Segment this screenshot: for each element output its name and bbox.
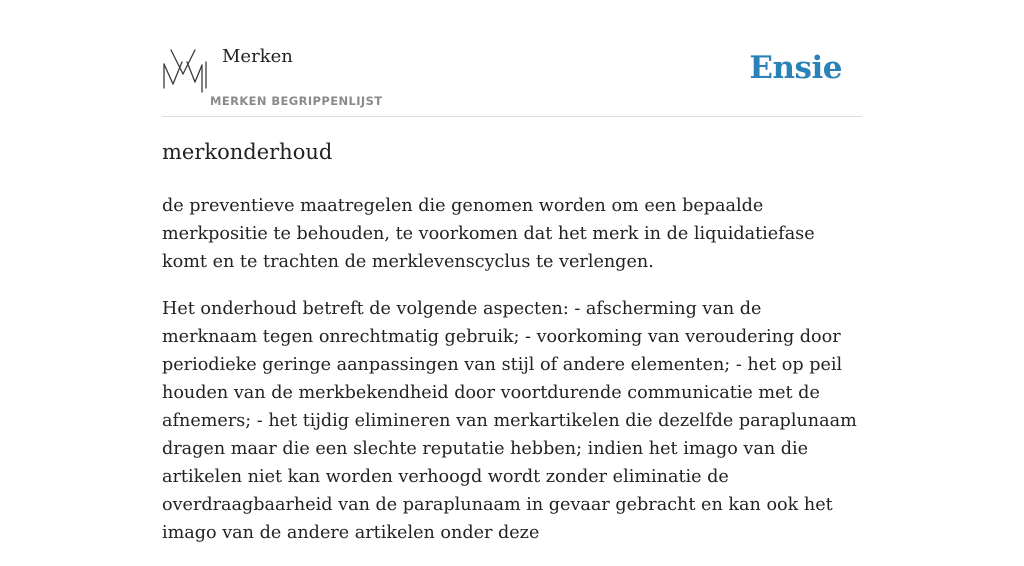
page: [162, 0, 862, 543]
site-subtitle[interactable]: MERKEN BEGRIPPENLIJST: [210, 94, 383, 108]
site-name[interactable]: Merken: [222, 46, 293, 67]
definition-paragraph: de preventieve maatregelen die genomen worden om een bepaalde merkpositie te behouden, te voorkomen dat het merk in de liquidatiefase komt en te trachten de merklevenscyclus te verlengen.: [162, 196, 815, 272]
entry-term-title: merkonderhoud: [162, 140, 333, 164]
definition-paragraph: Het onderhoud betreft de volgende aspecten: - afscherming van de merknaam tegen onrechtmatig gebruik; - voorkoming van veroudering door periodieke geringe aanpassingen van stijl of andere elementen; - het op peil houden van de merkbekendheid door voortdurende communicatie met de afnemers; - het tijdig elimineren van merkartikelen die dezelfde paraplunaam dragen maar die een slechte reputatie hebben; indien het imago van die artikelen niet kan worden verhoogd wordt zonder eliminatie de overdraagbaarheid van de paraplunaam in gevaar gebracht en kan ook het imago van de andere artikelen onder deze: [162, 299, 857, 543]
m-monogram-logo-icon[interactable]: [162, 48, 208, 94]
entry-definition: [162, 192, 862, 566]
site-header: [162, 0, 862, 117]
ensie-brand-logo[interactable]: Ensie: [749, 50, 842, 86]
